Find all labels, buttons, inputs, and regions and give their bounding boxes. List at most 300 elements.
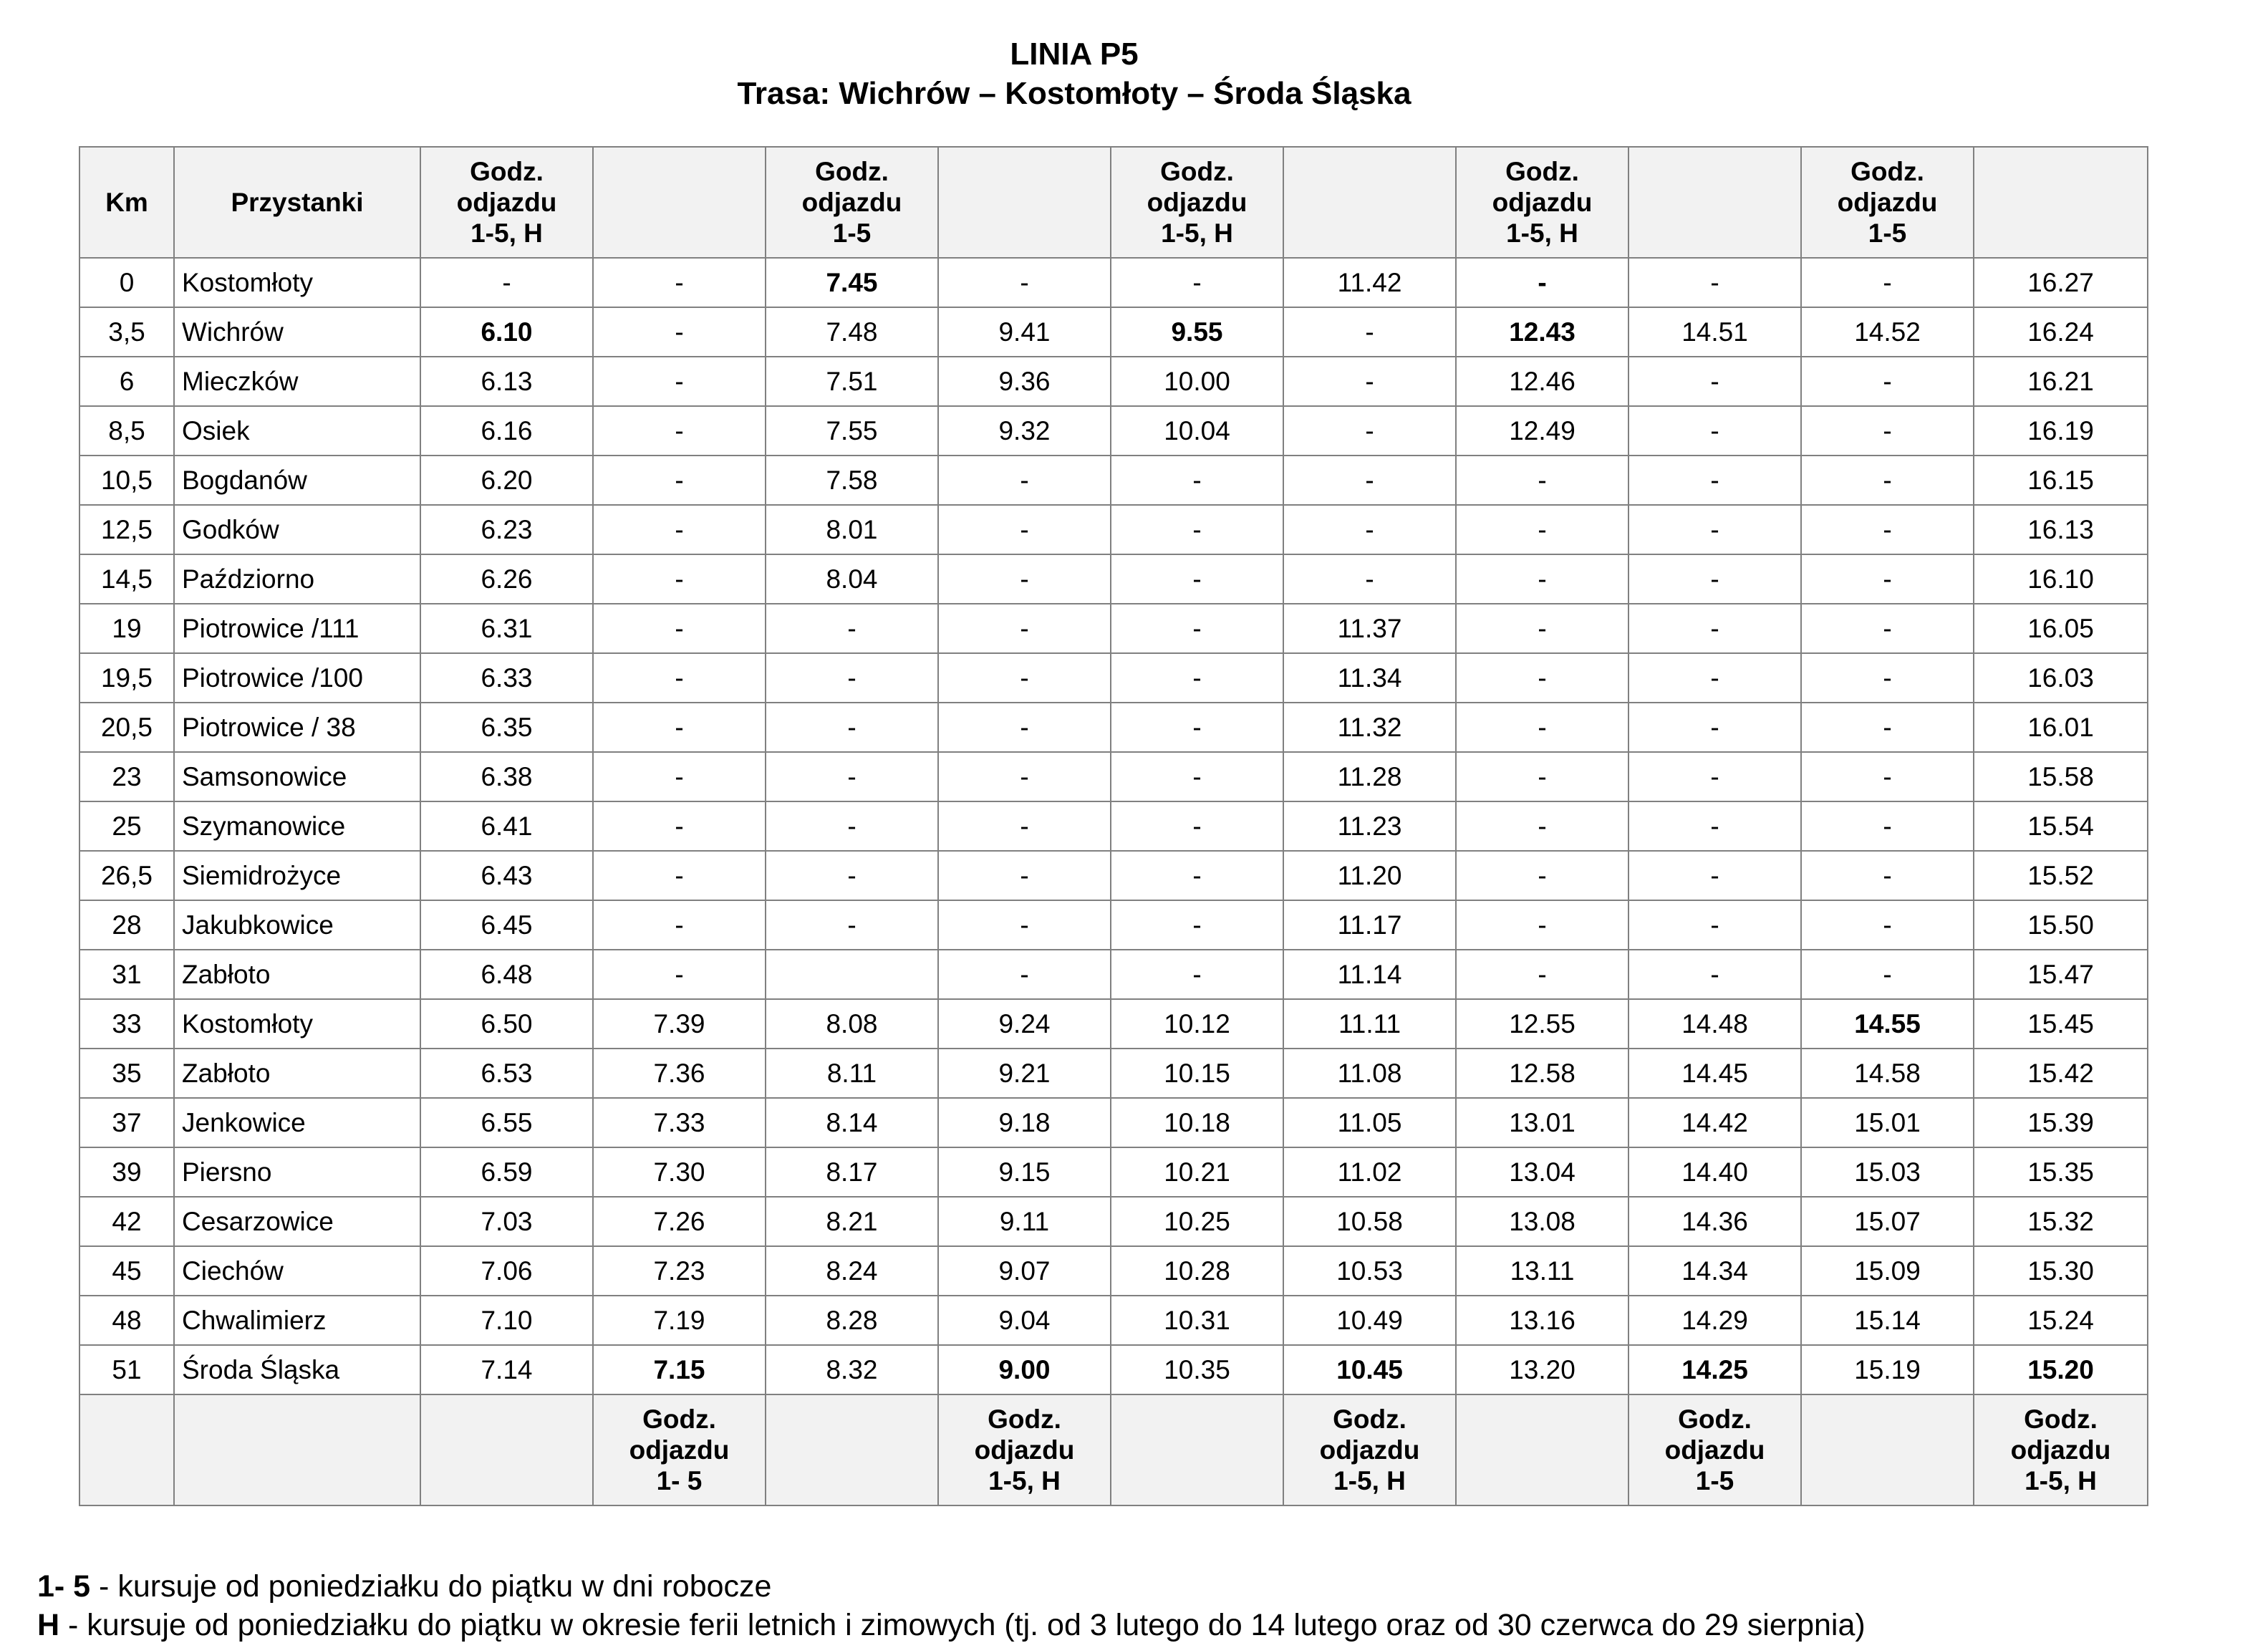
departure-time-cell: -	[1628, 456, 1801, 505]
departure-time-cell: 6.48	[420, 950, 593, 999]
stop-name-cell: Piotrowice / 38	[174, 703, 420, 752]
departure-time-cell: -	[1111, 505, 1283, 554]
departure-time-cell: 11.02	[1283, 1147, 1456, 1197]
departure-time-cell: -	[1628, 406, 1801, 456]
departure-time-cell: 6.20	[420, 456, 593, 505]
departure-time-cell: -	[593, 752, 766, 801]
km-cell: 39	[79, 1147, 174, 1197]
departure-time-cell: 6.10	[420, 307, 593, 357]
table-header-row-cell: Km	[79, 147, 174, 258]
table-footer-row	[79, 1394, 2148, 1505]
departure-time-cell: -	[1801, 801, 1974, 851]
stop-name-cell: Środa Śląska	[174, 1345, 420, 1394]
table-footer-row-cell	[1456, 1394, 1628, 1505]
table-row	[79, 258, 2148, 307]
km-cell: 0	[79, 258, 174, 307]
table-footer-row-cell: Godz. odjazdu 1-5, H	[1974, 1394, 2148, 1505]
departure-time-cell: 6.23	[420, 505, 593, 554]
departure-time-cell: -	[1456, 554, 1628, 604]
km-cell: 26,5	[79, 851, 174, 900]
departure-time-cell: 13.20	[1456, 1345, 1628, 1394]
departure-time-cell: 6.50	[420, 999, 593, 1049]
table-header-row-cell	[1628, 147, 1801, 258]
departure-time-cell: 15.32	[1974, 1197, 2148, 1246]
departure-time-cell: -	[1111, 604, 1283, 653]
departure-time-cell: -	[1456, 653, 1628, 703]
departure-time-cell: 11.14	[1283, 950, 1456, 999]
departure-time-cell: -	[938, 950, 1111, 999]
departure-time-cell: 9.00	[938, 1345, 1111, 1394]
departure-time-cell: 13.04	[1456, 1147, 1628, 1197]
departure-time-cell: -	[1628, 950, 1801, 999]
departure-time-cell: 10.31	[1111, 1296, 1283, 1345]
departure-time-cell: 7.19	[593, 1296, 766, 1345]
departure-time-cell: -	[938, 900, 1111, 950]
departure-time-cell: 10.00	[1111, 357, 1283, 406]
departure-time-cell: 11.05	[1283, 1098, 1456, 1147]
departure-time-cell: 15.19	[1801, 1345, 1974, 1394]
departure-time-cell: -	[766, 653, 938, 703]
legend-key-weekdays: 1- 5	[37, 1569, 91, 1604]
table-footer-row-cell	[79, 1394, 174, 1505]
departure-time-cell: 8.32	[766, 1345, 938, 1394]
km-cell: 33	[79, 999, 174, 1049]
stop-name-cell: Wichrów	[174, 307, 420, 357]
departure-time-cell: 15.24	[1974, 1296, 2148, 1345]
departure-time-cell: -	[1628, 752, 1801, 801]
table-row	[79, 900, 2148, 950]
departure-time-cell: -	[938, 851, 1111, 900]
departure-time-cell: 8.24	[766, 1246, 938, 1296]
departure-time-cell: 14.52	[1801, 307, 1974, 357]
km-cell: 14,5	[79, 554, 174, 604]
departure-time-cell: 10.21	[1111, 1147, 1283, 1197]
departure-time-cell: -	[1801, 703, 1974, 752]
departure-time-cell: -	[593, 456, 766, 505]
departure-time-cell: -	[1456, 851, 1628, 900]
departure-time-cell: 16.15	[1974, 456, 2148, 505]
departure-time-cell: -	[593, 950, 766, 999]
stop-name-cell: Jenkowice	[174, 1098, 420, 1147]
departure-time-cell: 10.18	[1111, 1098, 1283, 1147]
departure-time-cell: 14.51	[1628, 307, 1801, 357]
km-cell: 45	[79, 1246, 174, 1296]
departure-time-cell: 6.43	[420, 851, 593, 900]
departure-time-cell: -	[766, 900, 938, 950]
departure-time-cell: -	[1283, 307, 1456, 357]
departure-time-cell: -	[766, 801, 938, 851]
stop-name-cell: Kostomłoty	[174, 999, 420, 1049]
departure-time-cell: -	[1801, 653, 1974, 703]
departure-time-cell: 15.54	[1974, 801, 2148, 851]
route-subtitle: Trasa: Wichrów – Kostomłoty – Środa Śląska	[737, 76, 1412, 111]
departure-time-cell: 15.14	[1801, 1296, 1974, 1345]
departure-time-cell: 6.26	[420, 554, 593, 604]
table-row	[79, 1098, 2148, 1147]
table-row	[79, 653, 2148, 703]
departure-time-cell: 11.42	[1283, 258, 1456, 307]
departure-time-cell: -	[1456, 505, 1628, 554]
departure-time-cell: 9.32	[938, 406, 1111, 456]
table-header-row	[79, 147, 2148, 258]
table-row	[79, 801, 2148, 851]
departure-time-cell: 14.42	[1628, 1098, 1801, 1147]
departure-time-cell: -	[1628, 554, 1801, 604]
departure-time-cell: 15.52	[1974, 851, 2148, 900]
departure-time-cell: 15.30	[1974, 1246, 2148, 1296]
departure-time-cell: -	[1801, 604, 1974, 653]
departure-time-cell: -	[938, 505, 1111, 554]
legend-text-holidays: - kursuje od poniedziałku do piątku w okresie ferii letnich i zimowych (tj. od 3 lutego do 14 lutego oraz od 30 czerwca do 29 sierpnia)	[59, 1608, 1866, 1642]
departure-time-cell: 6.38	[420, 752, 593, 801]
departure-time-cell: -	[593, 653, 766, 703]
table-footer-row-cell	[1111, 1394, 1283, 1505]
departure-time-cell: -	[593, 604, 766, 653]
departure-time-cell: 15.42	[1974, 1049, 2148, 1098]
departure-time-cell: 15.45	[1974, 999, 2148, 1049]
departure-time-cell: -	[1111, 950, 1283, 999]
departure-time-cell: -	[593, 357, 766, 406]
departure-time-cell: -	[938, 801, 1111, 851]
departure-time-cell: 9.18	[938, 1098, 1111, 1147]
departure-time-cell: 9.24	[938, 999, 1111, 1049]
departure-time-cell: 12.46	[1456, 357, 1628, 406]
departure-time-cell: 6.45	[420, 900, 593, 950]
departure-time-cell: 7.36	[593, 1049, 766, 1098]
departure-time-cell: 12.55	[1456, 999, 1628, 1049]
departure-time-cell: 8.17	[766, 1147, 938, 1197]
departure-time-cell: 8.14	[766, 1098, 938, 1147]
departure-time-cell: -	[1801, 505, 1974, 554]
departure-time-cell: 14.34	[1628, 1246, 1801, 1296]
departure-time-cell: 10.35	[1111, 1345, 1283, 1394]
departure-time-cell: 11.34	[1283, 653, 1456, 703]
departure-time-cell: 16.21	[1974, 357, 2148, 406]
stop-name-cell: Zabłoto	[174, 950, 420, 999]
km-cell: 12,5	[79, 505, 174, 554]
stop-name-cell: Jakubkowice	[174, 900, 420, 950]
departure-time-cell: 10.28	[1111, 1246, 1283, 1296]
departure-time-cell: 16.19	[1974, 406, 2148, 456]
departure-time-cell: -	[1801, 258, 1974, 307]
departure-time-cell: 11.11	[1283, 999, 1456, 1049]
departure-time-cell: 8.28	[766, 1296, 938, 1345]
table-row	[79, 307, 2148, 357]
departure-time-cell: 14.58	[1801, 1049, 1974, 1098]
departure-time-cell: -	[1283, 357, 1456, 406]
table-row	[79, 999, 2148, 1049]
departure-time-cell: 9.07	[938, 1246, 1111, 1296]
departure-time-cell: 11.08	[1283, 1049, 1456, 1098]
departure-time-cell: 6.59	[420, 1147, 593, 1197]
departure-time-cell: 6.55	[420, 1098, 593, 1147]
departure-time-cell: -	[1283, 406, 1456, 456]
departure-time-cell: -	[593, 851, 766, 900]
departure-time-cell: -	[1801, 357, 1974, 406]
departure-time-cell: 12.58	[1456, 1049, 1628, 1098]
departure-time-cell: -	[1456, 801, 1628, 851]
table-footer-row-cell: Godz. odjazdu 1-5, H	[938, 1394, 1111, 1505]
table-footer-row-cell: Godz. odjazdu 1-5	[1628, 1394, 1801, 1505]
departure-time-cell: 6.53	[420, 1049, 593, 1098]
departure-time-cell: -	[593, 307, 766, 357]
departure-time-cell: 16.03	[1974, 653, 2148, 703]
table-row	[79, 1345, 2148, 1394]
departure-time-cell: -	[1111, 456, 1283, 505]
departure-time-cell: -	[420, 258, 593, 307]
departure-time-cell: 7.23	[593, 1246, 766, 1296]
departure-time-cell: 13.01	[1456, 1098, 1628, 1147]
departure-time-cell: 7.48	[766, 307, 938, 357]
table-row	[79, 950, 2148, 999]
departure-time-cell: -	[593, 900, 766, 950]
departure-time-cell: 6.13	[420, 357, 593, 406]
departure-time-cell: -	[1628, 505, 1801, 554]
stop-name-cell: Bogdanów	[174, 456, 420, 505]
departure-time-cell: 7.30	[593, 1147, 766, 1197]
departure-time-cell: 16.01	[1974, 703, 2148, 752]
departure-time-cell: 15.07	[1801, 1197, 1974, 1246]
departure-time-cell: 16.10	[1974, 554, 2148, 604]
departure-time-cell: 6.35	[420, 703, 593, 752]
departure-time-cell: 16.24	[1974, 307, 2148, 357]
stop-name-cell: Osiek	[174, 406, 420, 456]
departure-time-cell: -	[1801, 406, 1974, 456]
departure-time-cell: 7.26	[593, 1197, 766, 1246]
departure-time-cell: -	[1283, 456, 1456, 505]
departure-time-cell: 8.01	[766, 505, 938, 554]
km-cell: 19,5	[79, 653, 174, 703]
departure-time-cell: -	[1111, 554, 1283, 604]
table-footer-row-cell: Godz. odjazdu 1-5, H	[1283, 1394, 1456, 1505]
table-row	[79, 357, 2148, 406]
table-footer-row-cell	[1801, 1394, 1974, 1505]
table-row	[79, 1197, 2148, 1246]
table-row	[79, 1049, 2148, 1098]
table-header-row-cell	[938, 147, 1111, 258]
km-cell: 31	[79, 950, 174, 999]
departure-time-cell: -	[1283, 505, 1456, 554]
legend-text-weekdays: - kursuje od poniedziałku do piątku w dni robocze	[90, 1569, 772, 1604]
departure-time-cell: 9.41	[938, 307, 1111, 357]
departure-time-cell: -	[1628, 851, 1801, 900]
km-cell: 20,5	[79, 703, 174, 752]
km-cell: 35	[79, 1049, 174, 1098]
departure-time-cell: -	[1111, 258, 1283, 307]
departure-time-cell: -	[593, 258, 766, 307]
table-row	[79, 851, 2148, 900]
departure-time-cell: 9.15	[938, 1147, 1111, 1197]
table-row	[79, 1147, 2148, 1197]
departure-time-cell: 9.11	[938, 1197, 1111, 1246]
km-cell: 28	[79, 900, 174, 950]
table-header-row-cell: Godz. odjazdu 1-5	[1801, 147, 1974, 258]
departure-time-cell: -	[1801, 456, 1974, 505]
departure-time-cell: 7.58	[766, 456, 938, 505]
table-header-row-cell	[1974, 147, 2148, 258]
departure-time-cell	[766, 950, 938, 999]
departure-time-cell: 10.49	[1283, 1296, 1456, 1345]
departure-time-cell: 13.11	[1456, 1246, 1628, 1296]
departure-time-cell: 15.09	[1801, 1246, 1974, 1296]
departure-time-cell: -	[1111, 653, 1283, 703]
departure-time-cell: -	[938, 653, 1111, 703]
km-cell: 23	[79, 752, 174, 801]
departure-time-cell: 15.47	[1974, 950, 2148, 999]
table-row	[79, 1296, 2148, 1345]
departure-time-cell: 11.20	[1283, 851, 1456, 900]
departure-time-cell: 13.08	[1456, 1197, 1628, 1246]
stop-name-cell: Zabłoto	[174, 1049, 420, 1098]
departure-time-cell: -	[1111, 851, 1283, 900]
departure-time-cell: 16.05	[1974, 604, 2148, 653]
departure-time-cell: 8.21	[766, 1197, 938, 1246]
departure-time-cell: 15.58	[1974, 752, 2148, 801]
table-header-row-cell: Przystanki	[174, 147, 420, 258]
stop-name-cell: Ciechów	[174, 1246, 420, 1296]
km-cell: 42	[79, 1197, 174, 1246]
departure-time-cell: -	[1456, 752, 1628, 801]
departure-time-cell: 7.39	[593, 999, 766, 1049]
km-cell: 6	[79, 357, 174, 406]
table-header-row-cell	[1283, 147, 1456, 258]
departure-time-cell: -	[1283, 554, 1456, 604]
departure-time-cell: 6.31	[420, 604, 593, 653]
departure-time-cell: -	[1801, 900, 1974, 950]
departure-time-cell: -	[1456, 900, 1628, 950]
departure-time-cell: 10.12	[1111, 999, 1283, 1049]
departure-time-cell: -	[593, 554, 766, 604]
departure-time-cell: 8.08	[766, 999, 938, 1049]
table-footer-row-cell	[420, 1394, 593, 1505]
departure-time-cell: -	[766, 604, 938, 653]
departure-time-cell: 16.13	[1974, 505, 2148, 554]
departure-time-cell: 14.45	[1628, 1049, 1801, 1098]
departure-time-cell: 7.55	[766, 406, 938, 456]
page-title: LINIA P5	[1010, 37, 1139, 72]
timetable	[79, 146, 2148, 1506]
table-row	[79, 604, 2148, 653]
departure-time-cell: 10.53	[1283, 1246, 1456, 1296]
departure-time-cell: -	[1801, 950, 1974, 999]
departure-time-cell: -	[1456, 703, 1628, 752]
departure-time-cell: -	[1628, 900, 1801, 950]
stop-name-cell: Piotrowice /100	[174, 653, 420, 703]
departure-time-cell: 15.01	[1801, 1098, 1974, 1147]
departure-time-cell: 7.03	[420, 1197, 593, 1246]
departure-time-cell: 14.29	[1628, 1296, 1801, 1345]
stop-name-cell: Cesarzowice	[174, 1197, 420, 1246]
departure-time-cell: -	[938, 604, 1111, 653]
table-row	[79, 703, 2148, 752]
km-cell: 19	[79, 604, 174, 653]
departure-time-cell: -	[1456, 604, 1628, 653]
departure-time-cell: 14.25	[1628, 1345, 1801, 1394]
departure-time-cell: -	[938, 258, 1111, 307]
departure-time-cell: 10.04	[1111, 406, 1283, 456]
departure-time-cell: 10.15	[1111, 1049, 1283, 1098]
departure-time-cell: 7.10	[420, 1296, 593, 1345]
departure-time-cell: -	[1628, 357, 1801, 406]
departure-time-cell: -	[938, 456, 1111, 505]
legend-weekdays	[37, 1567, 771, 1606]
stop-name-cell: Mieczków	[174, 357, 420, 406]
table-footer-row-cell	[174, 1394, 420, 1505]
departure-time-cell: 9.55	[1111, 307, 1283, 357]
table-row	[79, 554, 2148, 604]
departure-time-cell: -	[1801, 851, 1974, 900]
departure-time-cell: 7.06	[420, 1246, 593, 1296]
stop-name-cell: Piotrowice /111	[174, 604, 420, 653]
departure-time-cell: -	[1628, 604, 1801, 653]
departure-time-cell: -	[1111, 900, 1283, 950]
departure-time-cell: -	[1456, 456, 1628, 505]
km-cell: 10,5	[79, 456, 174, 505]
departure-time-cell: -	[1111, 752, 1283, 801]
departure-time-cell: -	[1628, 703, 1801, 752]
departure-time-cell: -	[1456, 258, 1628, 307]
table-header-row-cell: Godz. odjazdu 1-5, H	[420, 147, 593, 258]
departure-time-cell: 7.33	[593, 1098, 766, 1147]
departure-time-cell: 10.25	[1111, 1197, 1283, 1246]
departure-time-cell: -	[1628, 258, 1801, 307]
departure-time-cell: 11.23	[1283, 801, 1456, 851]
table-row	[79, 1246, 2148, 1296]
km-cell: 51	[79, 1345, 174, 1394]
departure-time-cell: 10.58	[1283, 1197, 1456, 1246]
departure-time-cell: 12.43	[1456, 307, 1628, 357]
departure-time-cell: -	[593, 801, 766, 851]
table-footer-row-cell	[766, 1394, 938, 1505]
departure-time-cell: 9.04	[938, 1296, 1111, 1345]
departure-time-cell: -	[593, 406, 766, 456]
departure-time-cell: -	[1801, 554, 1974, 604]
departure-time-cell: 12.49	[1456, 406, 1628, 456]
stop-name-cell: Kostomłoty	[174, 258, 420, 307]
departure-time-cell: 6.33	[420, 653, 593, 703]
departure-time-cell: 14.40	[1628, 1147, 1801, 1197]
departure-time-cell: -	[593, 505, 766, 554]
departure-time-cell: 15.50	[1974, 900, 2148, 950]
departure-time-cell: 15.20	[1974, 1345, 2148, 1394]
stop-name-cell: Chwalimierz	[174, 1296, 420, 1345]
stop-name-cell: Piersno	[174, 1147, 420, 1197]
km-cell: 48	[79, 1296, 174, 1345]
departure-time-cell: 11.17	[1283, 900, 1456, 950]
departure-time-cell: 11.32	[1283, 703, 1456, 752]
departure-time-cell: 6.16	[420, 406, 593, 456]
departure-time-cell: 11.28	[1283, 752, 1456, 801]
km-cell: 3,5	[79, 307, 174, 357]
table-header-row-cell: Godz. odjazdu 1-5, H	[1111, 147, 1283, 258]
table-row	[79, 406, 2148, 456]
departure-time-cell: 9.36	[938, 357, 1111, 406]
km-cell: 37	[79, 1098, 174, 1147]
departure-time-cell: 7.14	[420, 1345, 593, 1394]
stop-name-cell: Godków	[174, 505, 420, 554]
table-footer-row-cell: Godz. odjazdu 1- 5	[593, 1394, 766, 1505]
departure-time-cell: 15.39	[1974, 1098, 2148, 1147]
departure-time-cell: -	[1628, 801, 1801, 851]
departure-time-cell: -	[938, 703, 1111, 752]
departure-time-cell: -	[766, 851, 938, 900]
departure-time-cell: 16.27	[1974, 258, 2148, 307]
departure-time-cell: 14.55	[1801, 999, 1974, 1049]
table-row	[79, 505, 2148, 554]
departure-time-cell: 14.48	[1628, 999, 1801, 1049]
departure-time-cell: 9.21	[938, 1049, 1111, 1098]
departure-time-cell: -	[1111, 703, 1283, 752]
